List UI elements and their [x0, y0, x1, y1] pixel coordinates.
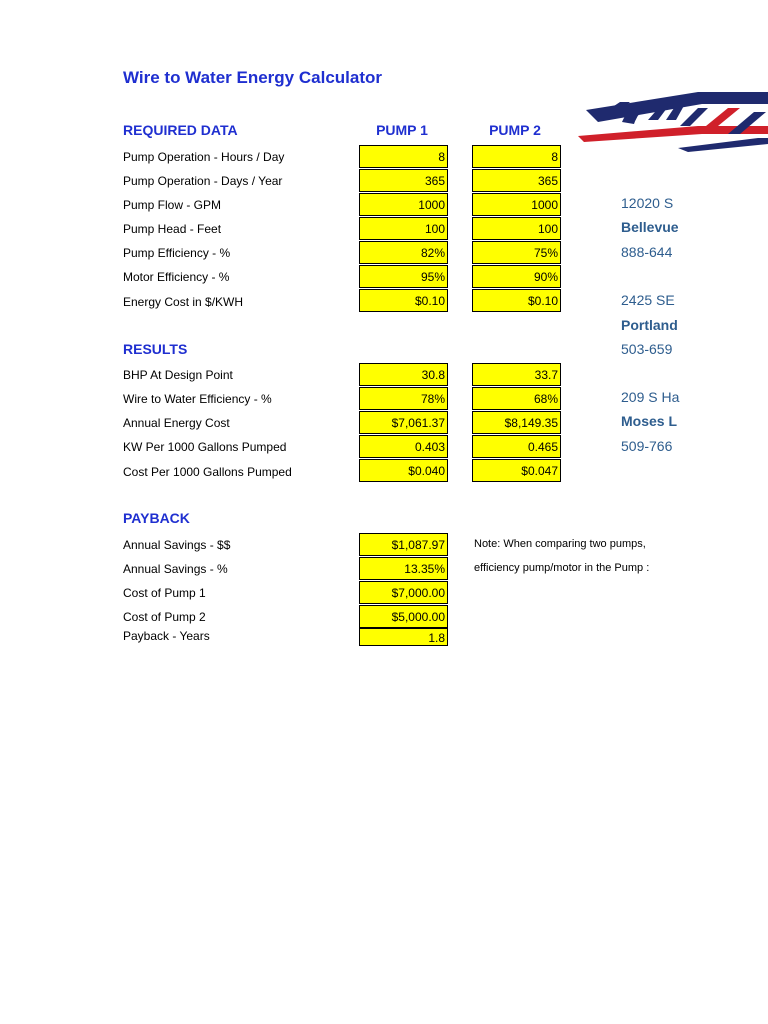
pump1-days-cell[interactable]: 365: [359, 169, 448, 192]
pump2-energy-cost-cell[interactable]: $0.10: [472, 289, 561, 312]
page-title: Wire to Water Energy Calculator: [123, 68, 382, 87]
contact-phone-1: 888-644: [621, 244, 673, 260]
pump2-head-cell[interactable]: 100: [472, 217, 561, 240]
row-label: Pump Efficiency - %: [123, 246, 231, 260]
contact-city-3: Moses L: [621, 413, 678, 429]
note-line-2: efficiency pump/motor in the Pump :: [474, 562, 650, 574]
pump2-cost-per-1000-cell: $0.047: [472, 459, 561, 482]
pump1-head-cell[interactable]: 100: [359, 217, 448, 240]
cost-pump1-cell[interactable]: $7,000.00: [359, 581, 448, 604]
row-label: Annual Savings - %: [123, 562, 228, 576]
pump2-bhp-cell: 33.7: [472, 363, 561, 386]
company-logo: [578, 86, 768, 156]
annual-savings-dollars-cell: $1,087.97: [359, 533, 448, 556]
row-label: Energy Cost in $/KWH: [123, 295, 244, 309]
row-label: Pump Flow - GPM: [123, 198, 222, 212]
pump1-pump-efficiency-cell[interactable]: 82%: [359, 241, 448, 264]
row-label: Pump Operation - Hours / Day: [123, 150, 285, 164]
contact-address-1: 12020 S: [621, 195, 674, 211]
contact-phone-3: 509-766: [621, 438, 673, 454]
pump2-days-cell[interactable]: 365: [472, 169, 561, 192]
contact-address-3: 209 S Ha: [621, 389, 680, 405]
pump1-energy-cost-cell[interactable]: $0.10: [359, 289, 448, 312]
pump2-motor-efficiency-cell[interactable]: 90%: [472, 265, 561, 288]
row-label: Pump Head - Feet: [123, 222, 222, 236]
contact-phone-2: 503-659: [621, 341, 673, 357]
pump1-cost-per-1000-cell: $0.040: [359, 459, 448, 482]
row-label: KW Per 1000 Gallons Pumped: [123, 440, 287, 454]
row-label: Annual Energy Cost: [123, 416, 230, 430]
results-heading: RESULTS: [123, 341, 188, 357]
pump1-kw-per-1000-cell: 0.403: [359, 435, 448, 458]
pump2-kw-per-1000-cell: 0.465: [472, 435, 561, 458]
payback-years-cell: 1.8: [359, 628, 448, 646]
row-label: Cost of Pump 1: [123, 586, 206, 600]
note-line-1: Note: When comparing two pumps,: [474, 538, 646, 550]
payback-heading: PAYBACK: [123, 510, 190, 526]
pump1-bhp-cell: 30.8: [359, 363, 448, 386]
cost-pump2-cell[interactable]: $5,000.00: [359, 605, 448, 628]
pump1-w2w-efficiency-cell: 78%: [359, 387, 448, 410]
row-label: Wire to Water Efficiency - %: [123, 392, 272, 406]
pump2-w2w-efficiency-cell: 68%: [472, 387, 561, 410]
contact-city-2: Portland: [621, 317, 678, 333]
pump1-hours-cell[interactable]: 8: [359, 145, 448, 168]
row-label: Cost Per 1000 Gallons Pumped: [123, 465, 292, 479]
contact-city-1: Bellevue: [621, 219, 679, 235]
row-label: Payback - Years: [123, 629, 210, 643]
logo-graphic: [578, 86, 768, 156]
pump1-heading: PUMP 1: [376, 122, 428, 138]
contact-address-2: 2425 SE: [621, 292, 675, 308]
pump1-motor-efficiency-cell[interactable]: 95%: [359, 265, 448, 288]
required-data-heading: REQUIRED DATA: [123, 122, 238, 138]
annual-savings-percent-cell: 13.35%: [359, 557, 448, 580]
pump1-annual-cost-cell: $7,061.37: [359, 411, 448, 434]
row-label: Annual Savings - $$: [123, 538, 231, 552]
pump2-pump-efficiency-cell[interactable]: 75%: [472, 241, 561, 264]
pump2-flow-cell[interactable]: 1000: [472, 193, 561, 216]
pump2-annual-cost-cell: $8,149.35: [472, 411, 561, 434]
pump1-flow-cell[interactable]: 1000: [359, 193, 448, 216]
row-label: Motor Efficiency - %: [123, 270, 230, 284]
pump2-hours-cell[interactable]: 8: [472, 145, 561, 168]
pump2-heading: PUMP 2: [489, 122, 541, 138]
row-label: Cost of Pump 2: [123, 610, 206, 624]
row-label: BHP At Design Point: [123, 368, 233, 382]
row-label: Pump Operation - Days / Year: [123, 174, 283, 188]
